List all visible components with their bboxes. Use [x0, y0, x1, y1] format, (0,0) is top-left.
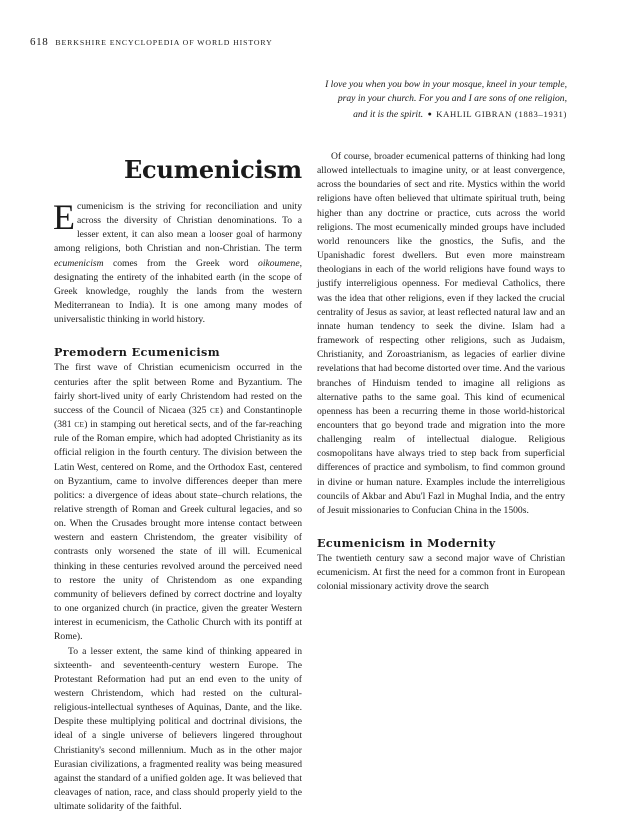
drop-cap: E — [53, 197, 75, 237]
book-title: BERKSHIRE ENCYCLOPEDIA OF WORLD HISTORY — [55, 38, 273, 47]
greek-word: oikoumene — [258, 257, 300, 269]
body-paragraph: To a lesser extent, the same kind of thinking appeared in sixteenth- and seventeenth-century western Europe. The Protestant Reformation had put an end even to the unity of western Christendom, which had rested on the cultural-religious-intellectual syntheses of Aquinas, Dante, and the like. Despite these multiplying political and doctrinal divisions, the ideal of a single universe of believers lingered throughout Christianity's second millennium. Much as in the other major Eurasian civilizations, a fragmented reality was being measured against the standard of a unified golden age. It was believed that cleavages of nation, race, and class should properly yield to the ultimate solidarity of the faithful. — [54, 645, 302, 813]
body-text: ) in stamping out heretical sects, and of the far-reaching rule of the Roman empire, which had adopted Christianity as its official religion in the fourth century. The division between the Latin West, centered on Rome, and the Orthodox East, centered on Byzantium, came to involve differences deeper than mere politics: a divergence of ideas about state–church relations, the relative strength of Roman and Greek cultural legacies, and so on. When the Crusades brought more intense contact between western and eastern Christendom, the greater visibility of contrasts only worsened the state of ill will. Ecumenical thinking in these centuries revolved around the perceived need to restore the unity of Christendom as one expanding community of believers defined by correct doctrine and loyalty to one organized church (in practice, given the greater Western interest in ecumenicism, the Catholic Church with its pontiff at Rome). — [54, 419, 302, 643]
era-label: CE — [209, 406, 220, 415]
epigraph — [147, 78, 567, 122]
left-column — [54, 150, 302, 814]
intro-text: cumenicism is the striving for reconciliation and unity across the diversity of Christian denominations. To a lesser extent, it can also mean a looser goal of harmony among religions, both Christian and non-Christian. The term — [54, 201, 302, 255]
body-text: The first wave of Christian ecumenicism occurred in the centuries after the split between Rome and Byzantium. The fairly short-lived unity of early Christendom had rested on the success of the Council of Nicaea (325 — [54, 362, 302, 416]
page-number: 618 — [30, 36, 49, 48]
intro-text: comes from the Greek word — [103, 257, 259, 269]
body-paragraph: The twentieth century saw a second major wave of Christian ecumenicism. At first the need for a common front in European colonial missionary activity drove the search — [317, 553, 565, 593]
article-title: Ecumenicism — [123, 155, 302, 184]
epigraph-line: and it is the spirit. — [353, 108, 424, 120]
epigraph-line: pray in your church. For you and I are sons of one religion, — [337, 93, 567, 105]
epigraph-line-attribution — [147, 107, 567, 122]
body-paragraph — [54, 361, 302, 644]
intro-text: , designating the entirety of the inhabited earth (in the scope of Greek knowledge, roughly the lands from the western Mediterranean to India). It is one among many modes of universalistic thinking in world history. — [54, 257, 302, 326]
body-paragraph: Of course, broader ecumenical patterns of thinking had long allowed intellectuals to imagine unity, or at least convergence, across the boundaries of sect and rite. Mystics within the world religions have often believed that ultimate spiritual truth, being higher than any doctrine or practice, cuts across the world religions. The most ecumenically minded groups have included world renouncers like the gnostics, the Sufis, and the Upanishadic forest dwellers. But even more mainstream theologians in each of the world religions have found ways to justify interreligious openness. For medieval Catholics, there was the idea that other religions, even if they lacked the crucial centrality of Jesus as savior, at least reflected natural law and an innate human tendency to seek the divine. Islam had a framework of respecting other religions, such as Judaism, Christianity, and Zoroastrianism, as legacies of earlier divine revelations that had become distorted over time. And the various branches of Hinduism tended to imagine all religions as alternative paths to the same goal. This kind of ecumenical openness has been a recurring theme in those world-historical encounters that go beyond trade and migration into the more challenging realm of intellectual dialogue. Religious cosmopolitans have always tried to step back from superficial differences of practice and symbolism, to find common ground in divine or human nature. Examples include the interreligious councils of Akbar and Abu'l Fazl in Mughal India, and the entry of Jesuit missionaries to Confucian China in the 1500s. — [317, 151, 565, 516]
term-ecumenicism: ecumenicism — [54, 257, 104, 269]
epigraph-line: I love you when you bow in your mosque, kneel in your temple, — [325, 79, 567, 90]
epigraph-attribution: KAHLIL GIBRAN (1883–1931) — [436, 108, 567, 119]
section-heading-modernity: Ecumenicism in Modernity — [317, 536, 496, 551]
section-heading-premodern: Premodern Ecumenicism — [54, 345, 220, 360]
bullet-separator: ● — [427, 109, 432, 118]
era-label: CE — [74, 421, 85, 430]
intro-paragraph — [53, 197, 302, 327]
body-text: ) and Constantinople (381 — [54, 404, 302, 431]
right-column — [317, 150, 565, 595]
running-head — [30, 36, 590, 50]
